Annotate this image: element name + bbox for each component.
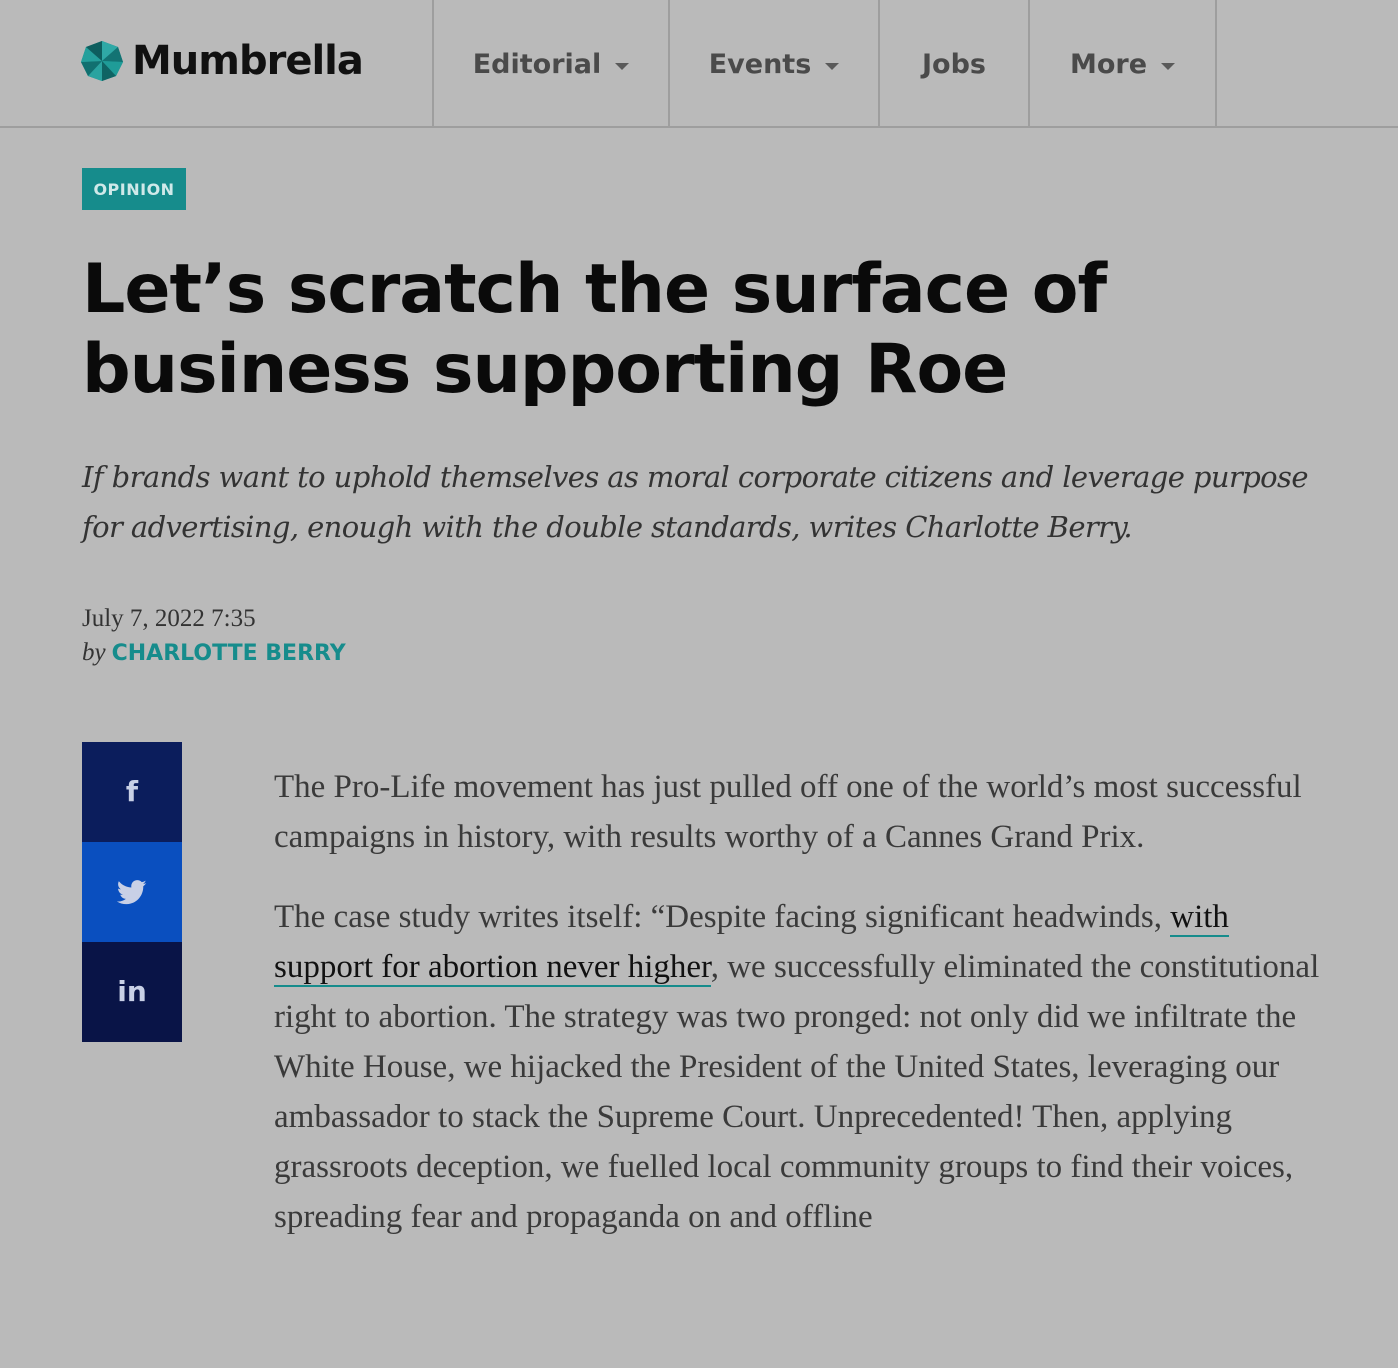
share-twitter-button[interactable]	[82, 842, 182, 942]
share-facebook-button[interactable]	[82, 742, 182, 842]
chevron-down-icon	[825, 63, 839, 70]
category-badge[interactable]: OPINION	[82, 168, 186, 210]
publish-date: July 7, 2022 7:35	[82, 605, 256, 632]
nav-item-label: Events	[708, 48, 812, 80]
linkedin-icon: in	[117, 975, 147, 1008]
paragraph-text: , we successfully eliminated the constitutional right to abortion. The strategy was two pronged: not only did we infiltrate the White House, we hijacked the President of the United States, leveraging our ambassador to stack the Supreme Court. Unprecedented! Then, applying grassroots deception, we fuelled local community groups to find their voices, spreading fear and propaganda on and offline	[274, 949, 1320, 1235]
chevron-down-icon	[615, 63, 629, 70]
share-bar	[82, 742, 182, 1042]
nav-item-jobs[interactable]	[880, 0, 1030, 128]
facebook-icon: f	[125, 775, 139, 808]
site-logo-text: Mumbrella	[132, 38, 363, 84]
article-body	[274, 762, 1324, 1272]
twitter-icon	[117, 880, 147, 905]
site-header	[0, 0, 1398, 128]
nav-item-events[interactable]	[670, 0, 880, 128]
byline-prefix: by	[82, 639, 106, 666]
article-headline: Let’s scratch the surface of business supporting Roe	[82, 250, 1107, 409]
byline	[82, 636, 346, 671]
nav-item-editorial[interactable]	[434, 0, 670, 128]
nav-item-label: More	[1069, 48, 1148, 80]
nav-item-label: Jobs	[922, 48, 986, 80]
article-paragraph	[274, 892, 1324, 1242]
nav-item-label: Editorial	[472, 48, 602, 80]
mumbrella-logo-icon	[80, 40, 124, 82]
article-standfirst: If brands want to uphold themselves as moral corporate citizens and leverage purpose for advertising, enough with the double standards, writes Charlotte Berry.	[82, 460, 1308, 544]
chevron-down-icon	[1161, 63, 1175, 70]
site-logo[interactable]	[80, 38, 363, 84]
article-paragraph: The Pro-Life movement has just pulled off one of the world’s most successful campaigns in history, with results worthy of a Cannes Grand Prix.	[274, 769, 1302, 855]
author-link[interactable]: CHARLOTTE BERRY	[111, 641, 346, 666]
paragraph-text: The case study writes itself: “Despite facing significant headwinds,	[274, 899, 1171, 935]
article-meta	[82, 602, 346, 671]
share-linkedin-button[interactable]	[82, 942, 182, 1042]
main-nav	[432, 0, 1217, 128]
inline-link[interactable]: with support for abortion never higher	[274, 899, 1229, 985]
nav-item-more[interactable]	[1030, 0, 1217, 128]
